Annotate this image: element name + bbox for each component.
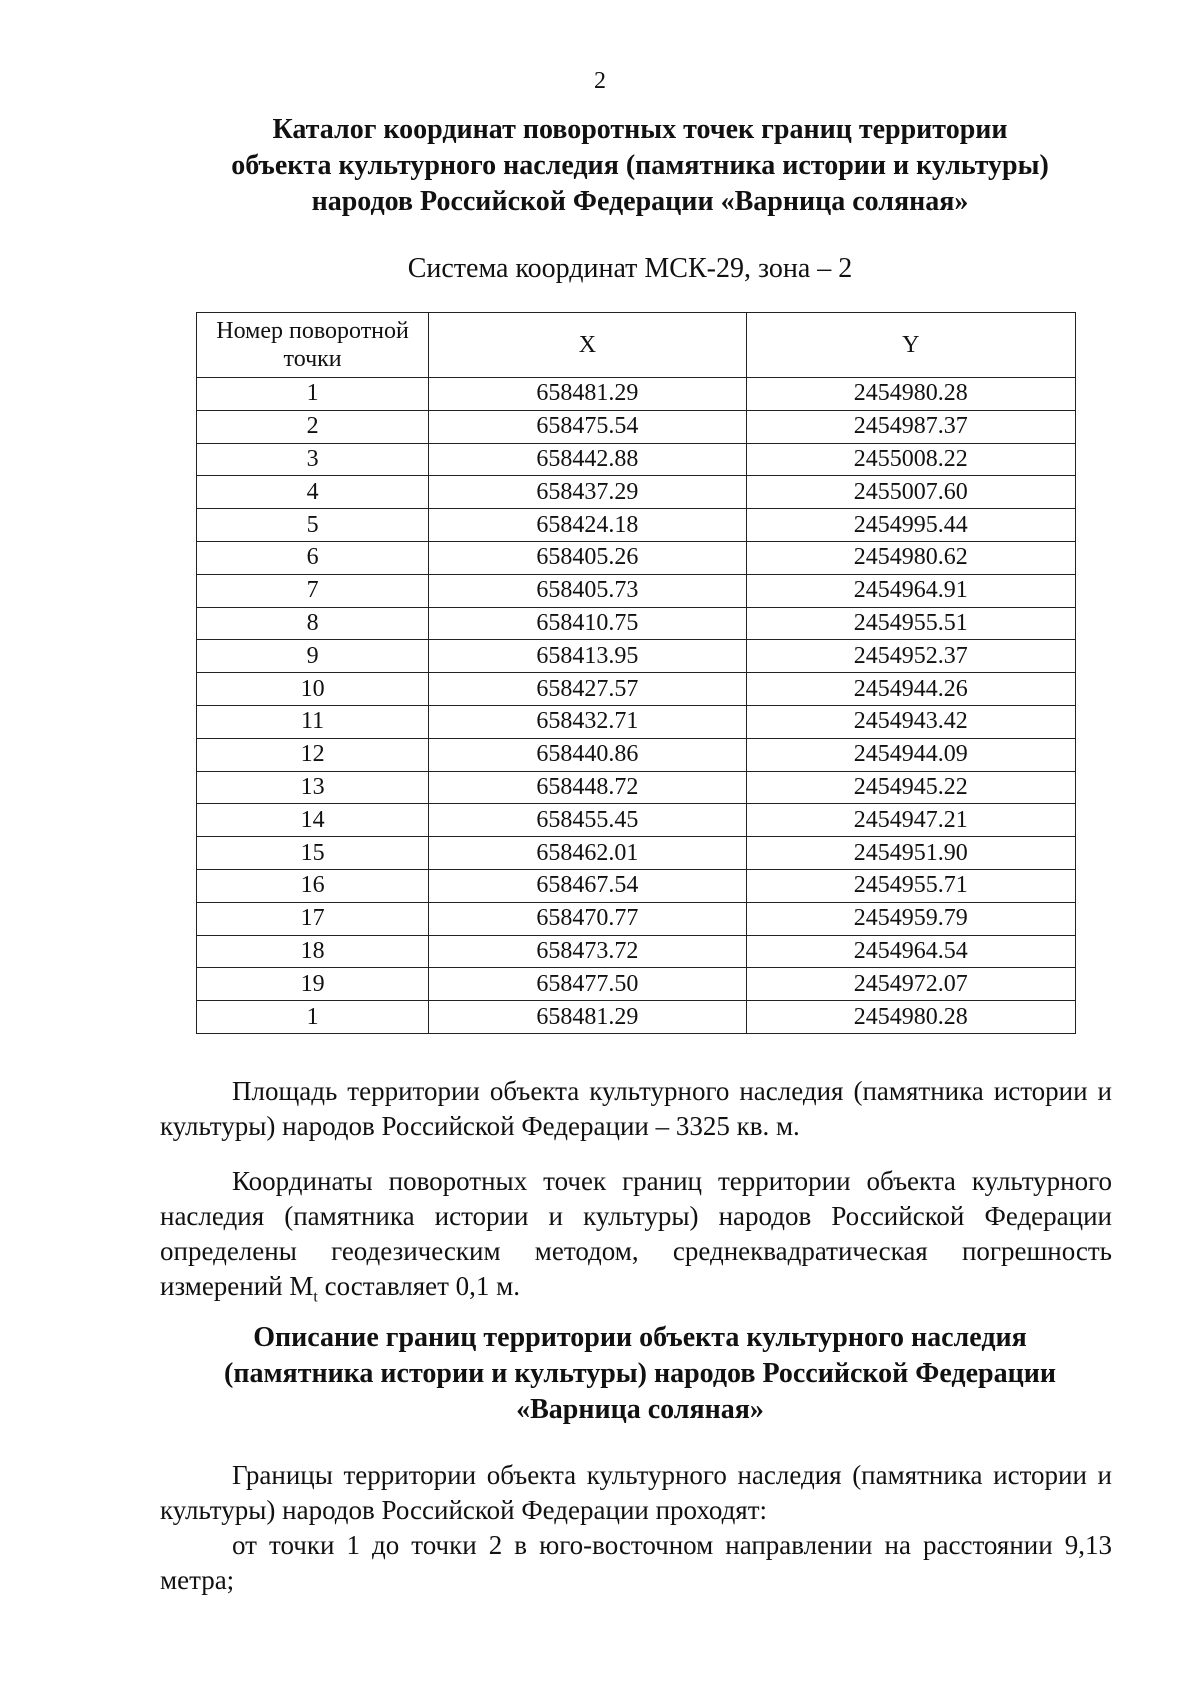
table-row bbox=[197, 541, 1076, 574]
cell-x: 658405.73 bbox=[429, 574, 746, 607]
cell-x: 658477.50 bbox=[429, 968, 746, 1001]
cell-x: 658448.72 bbox=[429, 771, 746, 804]
cell-y: 2454959.79 bbox=[746, 902, 1075, 935]
description-heading-line-1: Описание границ территории объекта культурного наследия bbox=[253, 1322, 1027, 1353]
cell-point-number: 18 bbox=[197, 935, 429, 968]
table-header-row bbox=[197, 313, 1076, 378]
table-row bbox=[197, 378, 1076, 411]
cell-point-number: 1 bbox=[197, 378, 429, 411]
cell-y: 2455007.60 bbox=[746, 476, 1075, 509]
cell-y: 2454980.28 bbox=[746, 1001, 1075, 1034]
table-row bbox=[197, 738, 1076, 771]
table-row bbox=[197, 968, 1076, 1001]
cell-x: 658413.95 bbox=[429, 640, 746, 673]
cell-x: 658437.29 bbox=[429, 476, 746, 509]
cell-x: 658410.75 bbox=[429, 607, 746, 640]
cell-y: 2454972.07 bbox=[746, 968, 1075, 1001]
cell-point-number: 16 bbox=[197, 869, 429, 902]
accuracy-paragraph bbox=[160, 1164, 1112, 1314]
description-heading-line-2: (памятника истории и культуры) народов Российской Федерации bbox=[224, 1358, 1056, 1389]
cell-y: 2454944.09 bbox=[746, 738, 1075, 771]
cell-x: 658473.72 bbox=[429, 935, 746, 968]
cell-y: 2454995.44 bbox=[746, 509, 1075, 542]
cell-point-number: 10 bbox=[197, 673, 429, 706]
cell-y: 2454955.51 bbox=[746, 607, 1075, 640]
cell-point-number: 3 bbox=[197, 443, 429, 476]
cell-y: 2454955.71 bbox=[746, 869, 1075, 902]
header-x: X bbox=[429, 313, 746, 378]
cell-point-number: 11 bbox=[197, 705, 429, 738]
cell-x: 658462.01 bbox=[429, 837, 746, 870]
cell-x: 658432.71 bbox=[429, 705, 746, 738]
cell-y: 2454943.42 bbox=[746, 705, 1075, 738]
cell-point-number: 6 bbox=[197, 541, 429, 574]
cell-x: 658440.86 bbox=[429, 738, 746, 771]
cell-y: 2454980.28 bbox=[746, 378, 1075, 411]
table-row bbox=[197, 640, 1076, 673]
cell-x: 658424.18 bbox=[429, 509, 746, 542]
cell-x: 658405.26 bbox=[429, 541, 746, 574]
cell-x: 658467.54 bbox=[429, 869, 746, 902]
catalog-title-line-2: объекта культурного наследия (памятника истории и культуры) bbox=[231, 150, 1049, 181]
cell-x: 658455.45 bbox=[429, 804, 746, 837]
cell-point-number: 15 bbox=[197, 837, 429, 870]
accuracy-subscript: t bbox=[313, 1288, 318, 1306]
cell-y: 2454987.37 bbox=[746, 410, 1075, 443]
coordinates-table bbox=[196, 312, 1076, 1034]
table-row bbox=[197, 443, 1076, 476]
cell-point-number: 5 bbox=[197, 509, 429, 542]
cell-point-number: 8 bbox=[197, 607, 429, 640]
cell-point-number: 12 bbox=[197, 738, 429, 771]
cell-x: 658442.88 bbox=[429, 443, 746, 476]
cell-y: 2454944.26 bbox=[746, 673, 1075, 706]
table-row bbox=[197, 509, 1076, 542]
cell-y: 2455008.22 bbox=[746, 443, 1075, 476]
segment-paragraph bbox=[160, 1528, 1112, 1598]
table-row bbox=[197, 705, 1076, 738]
table-row bbox=[197, 574, 1076, 607]
cell-point-number: 14 bbox=[197, 804, 429, 837]
cell-y: 2454951.90 bbox=[746, 837, 1075, 870]
cell-y: 2454964.54 bbox=[746, 935, 1075, 968]
description-heading-line-3: «Варница соляная» bbox=[516, 1394, 764, 1425]
cell-point-number: 1 bbox=[197, 1001, 429, 1034]
coordinate-system-caption: Система координат МСК-29, зона – 2 bbox=[407, 253, 853, 284]
table-row bbox=[197, 902, 1076, 935]
cell-x: 658481.29 bbox=[429, 1001, 746, 1034]
cell-point-number: 7 bbox=[197, 574, 429, 607]
cell-y: 2454947.21 bbox=[746, 804, 1075, 837]
cell-point-number: 13 bbox=[197, 771, 429, 804]
table-body bbox=[197, 378, 1076, 1034]
cell-point-number: 19 bbox=[197, 968, 429, 1001]
cell-x: 658470.77 bbox=[429, 902, 746, 935]
header-point-number: Номер поворотной точки bbox=[197, 313, 429, 378]
table-row bbox=[197, 1001, 1076, 1034]
description-heading bbox=[150, 1320, 1130, 1428]
page-number: 2 bbox=[594, 68, 606, 94]
cell-x: 658481.29 bbox=[429, 378, 746, 411]
table-row bbox=[197, 607, 1076, 640]
cell-y: 2454945.22 bbox=[746, 771, 1075, 804]
cell-x: 658475.54 bbox=[429, 410, 746, 443]
accuracy-text-end: составляет 0,1 м. bbox=[317, 1271, 521, 1301]
table-row bbox=[197, 804, 1076, 837]
accuracy-text: Координаты поворотных точек границ территории объекта культурного наследия (памятника истории и культуры) народов Российской Федерации определены геодезическим методом, среднеквадратическая погрешность измерений M bbox=[160, 1166, 1112, 1301]
catalog-title bbox=[150, 112, 1130, 220]
cell-point-number: 17 bbox=[197, 902, 429, 935]
boundaries-paragraph bbox=[160, 1458, 1112, 1528]
area-paragraph bbox=[160, 1074, 1112, 1144]
cell-y: 2454952.37 bbox=[746, 640, 1075, 673]
boundaries-text: Границы территории объекта культурного наследия (памятника истории и культуры) народов Российской Федерации проходят: bbox=[160, 1460, 1112, 1525]
table-row bbox=[197, 935, 1076, 968]
area-text: Площадь территории объекта культурного наследия (памятника истории и культуры) народов Российской Федерации – 3325 кв. м. bbox=[160, 1076, 1112, 1141]
cell-point-number: 9 bbox=[197, 640, 429, 673]
table-row bbox=[197, 869, 1076, 902]
catalog-title-line-3: народов Российской Федерации «Варница соляная» bbox=[311, 186, 969, 217]
cell-x: 658427.57 bbox=[429, 673, 746, 706]
table-row bbox=[197, 837, 1076, 870]
segment-text: от точки 1 до точки 2 в юго-восточном направлении на расстоянии 9,13 метра; bbox=[160, 1530, 1112, 1595]
catalog-title-line-1: Каталог координат поворотных точек границ территории bbox=[272, 114, 1008, 145]
table-row bbox=[197, 410, 1076, 443]
cell-point-number: 4 bbox=[197, 476, 429, 509]
table-row bbox=[197, 771, 1076, 804]
cell-y: 2454964.91 bbox=[746, 574, 1075, 607]
cell-point-number: 2 bbox=[197, 410, 429, 443]
table-row bbox=[197, 476, 1076, 509]
header-y: Y bbox=[746, 313, 1075, 378]
cell-y: 2454980.62 bbox=[746, 541, 1075, 574]
table-row bbox=[197, 673, 1076, 706]
